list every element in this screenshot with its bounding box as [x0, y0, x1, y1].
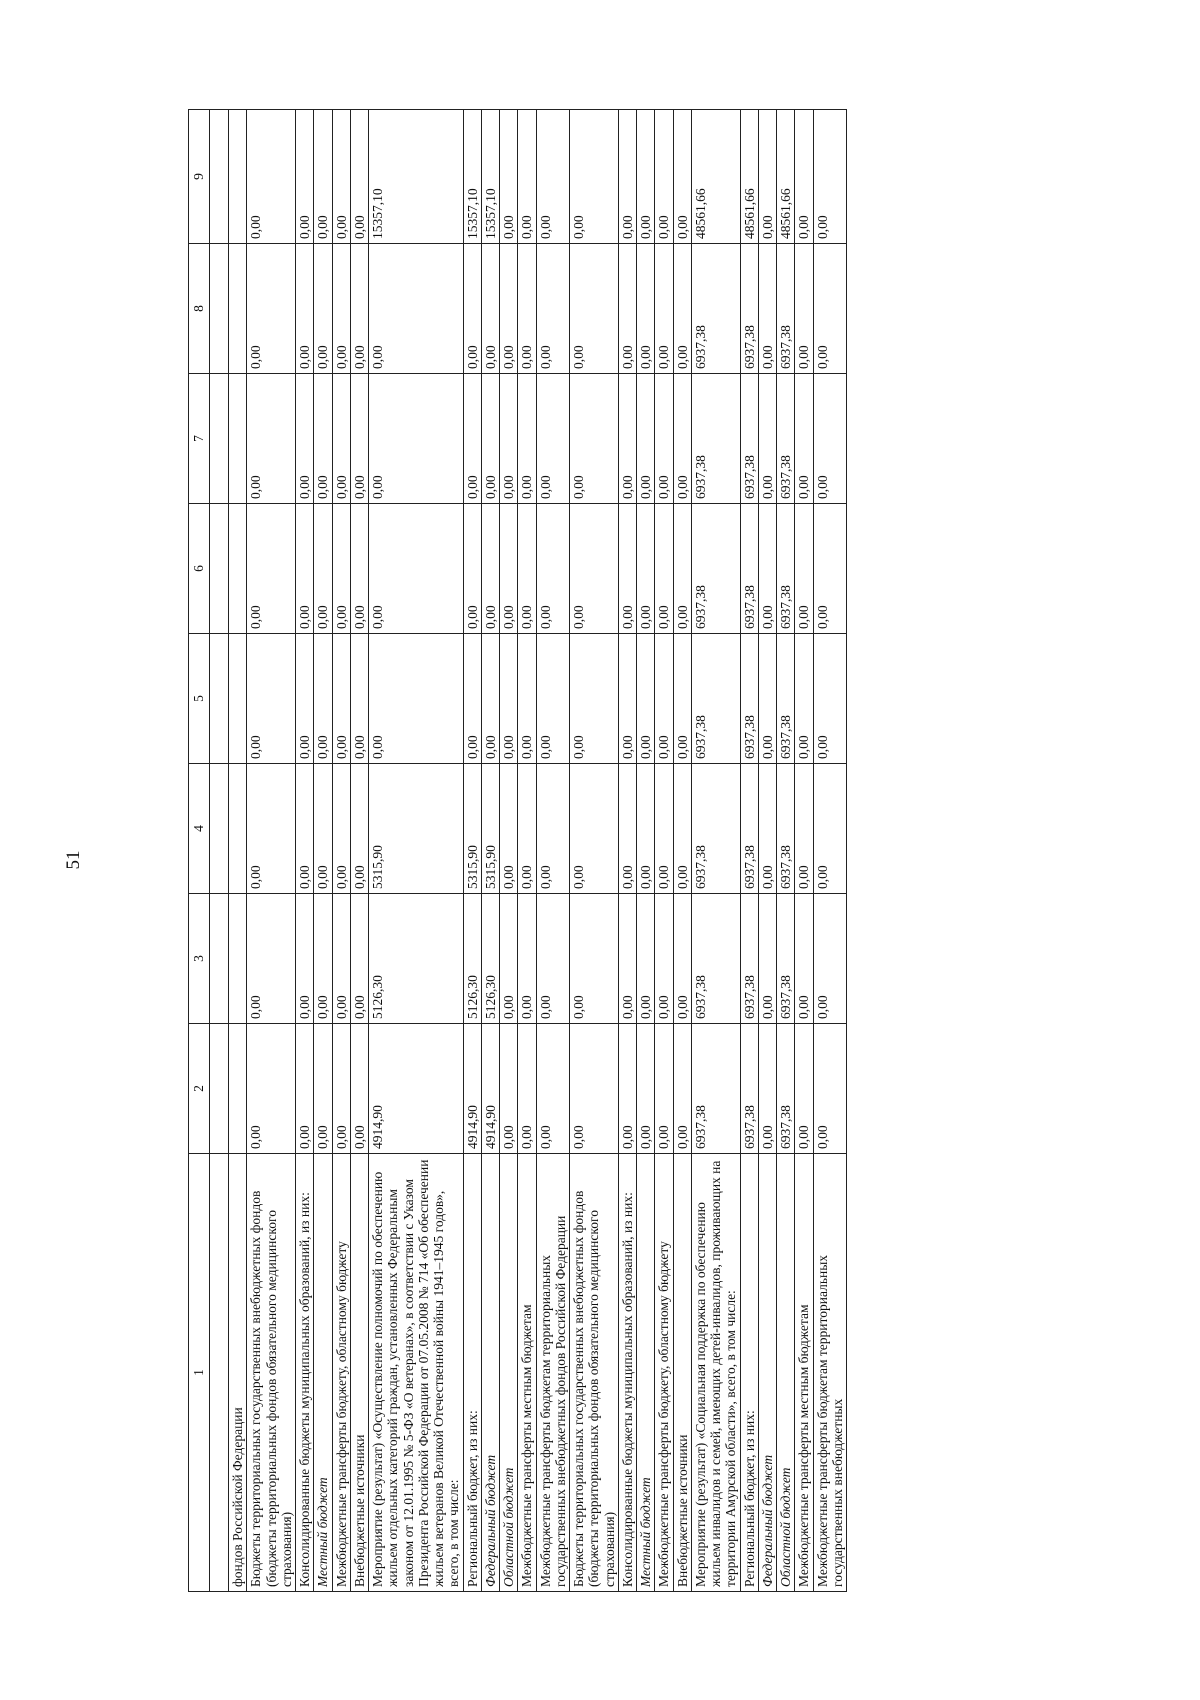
value-cell: 0,00 — [500, 894, 518, 1024]
row-label: Региональный бюджет, из них: — [740, 1154, 758, 1592]
value-cell — [229, 764, 247, 894]
value-cell: 0,00 — [637, 634, 655, 764]
value-cell: 48561,66 — [777, 110, 795, 244]
value-cell: 0,00 — [673, 634, 691, 764]
value-cell: 6937,38 — [691, 894, 740, 1024]
value-cell: 0,00 — [247, 894, 296, 1024]
row-label: Мероприятие (результат) «Социальная поддержка по обеспечению жильем инвалидов и семей, имеющих детей-инвалидов, проживающих на территории Амурской области», всего, в том числе: — [691, 1154, 740, 1592]
value-cell: 0,00 — [247, 764, 296, 894]
value-cell: 4914,90 — [369, 1024, 464, 1154]
table-row — [777, 110, 795, 1592]
value-cell: 6937,38 — [740, 1024, 758, 1154]
value-cell: 6937,38 — [740, 504, 758, 634]
value-cell: 0,00 — [536, 110, 570, 244]
value-cell: 15357,10 — [463, 110, 481, 244]
value-cell: 5315,90 — [481, 764, 499, 894]
value-cell: 0,00 — [350, 634, 368, 764]
blank-cell — [210, 764, 229, 894]
value-cell: 0,00 — [296, 504, 314, 634]
value-cell: 0,00 — [655, 504, 673, 634]
value-cell: 0,00 — [655, 1024, 673, 1154]
row-label: Областной бюджет — [777, 1154, 795, 1592]
table-row — [350, 110, 368, 1592]
blank-row — [210, 110, 229, 1592]
value-cell: 0,00 — [758, 374, 776, 504]
row-label: Федеральный бюджет — [758, 1154, 776, 1592]
row-label: Межбюджетные трансферты бюджету, областному бюджету — [655, 1154, 673, 1592]
value-cell: 0,00 — [332, 634, 350, 764]
value-cell: 0,00 — [673, 504, 691, 634]
row-label: Областной бюджет — [500, 1154, 518, 1592]
blank-cell — [210, 504, 229, 634]
value-cell: 0,00 — [570, 244, 619, 374]
row-label: Межбюджетные трансферты бюджетам территориальных государственных внебюджетных фондов Российской Федерации — [536, 1154, 570, 1592]
value-cell: 0,00 — [536, 894, 570, 1024]
page-number: 51 — [63, 850, 84, 870]
table-row — [691, 110, 740, 1592]
value-cell: 0,00 — [463, 374, 481, 504]
blank-cell — [210, 634, 229, 764]
value-cell: 0,00 — [314, 244, 332, 374]
column-header-7: 7 — [189, 374, 210, 504]
value-cell: 0,00 — [369, 374, 464, 504]
row-label: фондов Российской Федерации — [229, 1154, 247, 1592]
value-cell: 0,00 — [296, 894, 314, 1024]
value-cell: 5126,30 — [463, 894, 481, 1024]
value-cell: 0,00 — [350, 374, 368, 504]
value-cell: 6937,38 — [777, 1024, 795, 1154]
value-cell: 0,00 — [637, 894, 655, 1024]
value-cell: 0,00 — [758, 110, 776, 244]
value-cell: 0,00 — [618, 1024, 636, 1154]
value-cell: 0,00 — [758, 634, 776, 764]
value-cell: 0,00 — [813, 110, 847, 244]
value-cell: 5315,90 — [369, 764, 464, 894]
column-header-4: 4 — [189, 764, 210, 894]
value-cell: 0,00 — [570, 1024, 619, 1154]
value-cell: 0,00 — [314, 1024, 332, 1154]
value-cell: 0,00 — [481, 504, 499, 634]
value-cell: 0,00 — [296, 764, 314, 894]
table-row — [570, 110, 619, 1592]
row-label: Межбюджетные трансферты местным бюджетам — [795, 1154, 813, 1592]
value-cell: 0,00 — [247, 244, 296, 374]
value-cell: 6937,38 — [740, 374, 758, 504]
value-cell: 0,00 — [536, 764, 570, 894]
value-cell: 0,00 — [247, 110, 296, 244]
column-header-8: 8 — [189, 244, 210, 374]
value-cell: 0,00 — [518, 634, 536, 764]
value-cell: 0,00 — [536, 374, 570, 504]
table-row — [758, 110, 776, 1592]
value-cell: 0,00 — [813, 634, 847, 764]
value-cell: 0,00 — [481, 244, 499, 374]
table-row — [332, 110, 350, 1592]
value-cell: 0,00 — [350, 894, 368, 1024]
value-cell: 0,00 — [332, 244, 350, 374]
value-cell: 0,00 — [655, 764, 673, 894]
value-cell: 0,00 — [618, 894, 636, 1024]
value-cell: 0,00 — [813, 894, 847, 1024]
value-cell: 0,00 — [813, 504, 847, 634]
value-cell: 0,00 — [673, 110, 691, 244]
row-label: Межбюджетные трансферты местным бюджетам — [518, 1154, 536, 1592]
value-cell: 48561,66 — [691, 110, 740, 244]
table-row — [536, 110, 570, 1592]
value-cell: 0,00 — [655, 634, 673, 764]
value-cell: 0,00 — [332, 374, 350, 504]
value-cell: 0,00 — [795, 110, 813, 244]
value-cell: 0,00 — [795, 1024, 813, 1154]
value-cell: 0,00 — [296, 634, 314, 764]
row-label: Межбюджетные трансферты бюджету, областному бюджету — [332, 1154, 350, 1592]
row-label: Внебюджетные источники — [350, 1154, 368, 1592]
value-cell: 0,00 — [637, 504, 655, 634]
value-cell: 0,00 — [332, 504, 350, 634]
table-row — [314, 110, 332, 1592]
row-label: Мероприятие (результат) «Осуществление полномочий по обеспечению жильем отдельных категорий граждан, установленных Федеральным законом от 12.01.1995 № 5-ФЗ «О ветеранах», в соответствии с Указом Президента Российской Федерации от 07.05.2008 № 714 «Об обеспечении жильем ветеранов Великой Отечественной войны 1941–1945 годов», всего, в том числе: — [369, 1154, 464, 1592]
value-cell: 0,00 — [637, 1024, 655, 1154]
value-cell: 0,00 — [314, 504, 332, 634]
budget-table — [188, 109, 847, 1592]
value-cell: 0,00 — [463, 244, 481, 374]
value-cell: 0,00 — [618, 244, 636, 374]
table-row — [518, 110, 536, 1592]
value-cell: 6937,38 — [777, 764, 795, 894]
value-cell: 0,00 — [673, 764, 691, 894]
table-row — [637, 110, 655, 1592]
blank-cell — [210, 1154, 229, 1592]
value-cell: 5126,30 — [369, 894, 464, 1024]
value-cell: 15357,10 — [481, 110, 499, 244]
value-cell: 0,00 — [637, 764, 655, 894]
value-cell: 0,00 — [350, 1024, 368, 1154]
value-cell — [229, 1024, 247, 1154]
value-cell: 0,00 — [500, 1024, 518, 1154]
value-cell — [229, 110, 247, 244]
value-cell: 0,00 — [369, 504, 464, 634]
value-cell: 0,00 — [536, 244, 570, 374]
value-cell — [229, 374, 247, 504]
value-cell: 0,00 — [795, 634, 813, 764]
value-cell: 0,00 — [795, 244, 813, 374]
table-row — [673, 110, 691, 1592]
value-cell: 0,00 — [570, 894, 619, 1024]
value-cell: 0,00 — [655, 244, 673, 374]
rotated-table-wrapper — [188, 110, 1078, 1592]
value-cell: 0,00 — [570, 110, 619, 244]
value-cell: 0,00 — [637, 110, 655, 244]
value-cell: 6937,38 — [740, 244, 758, 374]
value-cell: 0,00 — [518, 374, 536, 504]
value-cell: 6937,38 — [740, 894, 758, 1024]
value-cell: 6937,38 — [691, 374, 740, 504]
value-cell: 0,00 — [518, 894, 536, 1024]
value-cell: 0,00 — [813, 244, 847, 374]
value-cell: 0,00 — [618, 504, 636, 634]
value-cell: 0,00 — [314, 374, 332, 504]
value-cell: 0,00 — [813, 764, 847, 894]
value-cell: 4914,90 — [463, 1024, 481, 1154]
value-cell: 6937,38 — [691, 764, 740, 894]
row-label: Бюджеты территориальных государственных внебюджетных фондов (бюджеты территориальных фондов обязательного медицинского страхования) — [570, 1154, 619, 1592]
value-cell: 0,00 — [350, 764, 368, 894]
blank-cell — [210, 244, 229, 374]
value-cell: 0,00 — [481, 634, 499, 764]
value-cell: 6937,38 — [691, 1024, 740, 1154]
row-label: Внебюджетные источники — [673, 1154, 691, 1592]
value-cell: 6937,38 — [691, 634, 740, 764]
value-cell — [229, 504, 247, 634]
table-row — [813, 110, 847, 1592]
value-cell: 0,00 — [570, 634, 619, 764]
column-header-5: 5 — [189, 634, 210, 764]
table-row — [655, 110, 673, 1592]
value-cell: 0,00 — [673, 374, 691, 504]
value-cell: 0,00 — [350, 110, 368, 244]
value-cell: 0,00 — [618, 764, 636, 894]
value-cell: 0,00 — [332, 894, 350, 1024]
row-label: Региональный бюджет, из них: — [463, 1154, 481, 1592]
value-cell: 6937,38 — [777, 634, 795, 764]
value-cell: 0,00 — [758, 244, 776, 374]
value-cell — [229, 634, 247, 764]
column-header-6: 6 — [189, 504, 210, 634]
value-cell: 0,00 — [655, 374, 673, 504]
value-cell: 4914,90 — [481, 1024, 499, 1154]
value-cell: 0,00 — [758, 894, 776, 1024]
value-cell: 0,00 — [463, 504, 481, 634]
value-cell: 5126,30 — [481, 894, 499, 1024]
value-cell: 0,00 — [618, 374, 636, 504]
value-cell: 0,00 — [795, 504, 813, 634]
value-cell: 0,00 — [296, 1024, 314, 1154]
value-cell: 0,00 — [350, 504, 368, 634]
value-cell: 0,00 — [296, 110, 314, 244]
table-row — [369, 110, 464, 1592]
value-cell: 0,00 — [518, 1024, 536, 1154]
value-cell — [229, 894, 247, 1024]
value-cell: 0,00 — [637, 244, 655, 374]
value-cell: 0,00 — [655, 110, 673, 244]
value-cell: 0,00 — [673, 244, 691, 374]
value-cell: 6937,38 — [740, 634, 758, 764]
value-cell: 0,00 — [518, 110, 536, 244]
value-cell: 15357,10 — [369, 110, 464, 244]
value-cell: 0,00 — [369, 244, 464, 374]
value-cell: 0,00 — [500, 110, 518, 244]
value-cell: 0,00 — [518, 764, 536, 894]
table-row — [296, 110, 314, 1592]
value-cell: 0,00 — [795, 374, 813, 504]
value-cell: 6937,38 — [691, 504, 740, 634]
value-cell: 0,00 — [500, 634, 518, 764]
table-row — [229, 110, 247, 1592]
value-cell: 0,00 — [481, 374, 499, 504]
blank-cell — [210, 110, 229, 244]
value-cell: 0,00 — [795, 894, 813, 1024]
value-cell: 0,00 — [618, 110, 636, 244]
blank-cell — [210, 374, 229, 504]
value-cell: 0,00 — [332, 764, 350, 894]
value-cell: 0,00 — [314, 634, 332, 764]
value-cell: 0,00 — [518, 504, 536, 634]
row-label: Местный бюджет — [314, 1154, 332, 1592]
value-cell: 0,00 — [570, 374, 619, 504]
table-row — [795, 110, 813, 1592]
table-row — [247, 110, 296, 1592]
column-header-3: 3 — [189, 894, 210, 1024]
value-cell: 0,00 — [247, 1024, 296, 1154]
header-row — [189, 110, 210, 1592]
row-label: Межбюджетные трансферты бюджетам территориальных государственных внебюджетных — [813, 1154, 847, 1592]
value-cell: 0,00 — [500, 374, 518, 504]
value-cell: 0,00 — [536, 634, 570, 764]
value-cell: 0,00 — [536, 504, 570, 634]
value-cell: 0,00 — [536, 1024, 570, 1154]
column-header-1: 1 — [189, 1154, 210, 1592]
value-cell: 0,00 — [795, 764, 813, 894]
row-label: Консолидированные бюджеты муниципальных образований, из них: — [296, 1154, 314, 1592]
column-header-9: 9 — [189, 110, 210, 244]
value-cell: 0,00 — [314, 764, 332, 894]
value-cell: 0,00 — [673, 1024, 691, 1154]
value-cell: 0,00 — [332, 1024, 350, 1154]
value-cell: 6937,38 — [777, 504, 795, 634]
value-cell: 0,00 — [758, 764, 776, 894]
blank-cell — [210, 894, 229, 1024]
table-row — [463, 110, 481, 1592]
value-cell: 0,00 — [813, 374, 847, 504]
value-cell: 0,00 — [518, 244, 536, 374]
value-cell: 6937,38 — [777, 894, 795, 1024]
table-row — [481, 110, 499, 1592]
value-cell: 6937,38 — [740, 764, 758, 894]
table-row — [740, 110, 758, 1592]
value-cell: 0,00 — [655, 894, 673, 1024]
value-cell: 6937,38 — [777, 244, 795, 374]
value-cell: 6937,38 — [777, 374, 795, 504]
value-cell: 0,00 — [247, 374, 296, 504]
value-cell: 0,00 — [296, 244, 314, 374]
value-cell: 0,00 — [350, 244, 368, 374]
value-cell: 0,00 — [570, 504, 619, 634]
value-cell: 48561,66 — [740, 110, 758, 244]
value-cell: 0,00 — [314, 894, 332, 1024]
row-label: Консолидированные бюджеты муниципальных образований, из них: — [618, 1154, 636, 1592]
value-cell: 0,00 — [332, 110, 350, 244]
value-cell: 0,00 — [570, 764, 619, 894]
table-row — [618, 110, 636, 1592]
row-label: Федеральный бюджет — [481, 1154, 499, 1592]
table-row — [500, 110, 518, 1592]
value-cell: 0,00 — [247, 504, 296, 634]
value-cell: 0,00 — [296, 374, 314, 504]
value-cell: 0,00 — [247, 634, 296, 764]
value-cell — [229, 244, 247, 374]
value-cell: 0,00 — [673, 894, 691, 1024]
value-cell: 0,00 — [500, 244, 518, 374]
value-cell: 0,00 — [618, 634, 636, 764]
value-cell: 6937,38 — [691, 244, 740, 374]
row-label: Бюджеты территориальных государственных внебюджетных фондов (бюджеты территориальных фондов обязательного медицинского страхования) — [247, 1154, 296, 1592]
row-label: Местный бюджет — [637, 1154, 655, 1592]
table-body — [229, 110, 847, 1592]
value-cell: 0,00 — [758, 1024, 776, 1154]
value-cell: 0,00 — [758, 504, 776, 634]
value-cell: 0,00 — [500, 764, 518, 894]
value-cell: 0,00 — [500, 504, 518, 634]
value-cell: 0,00 — [369, 634, 464, 764]
value-cell: 0,00 — [637, 374, 655, 504]
blank-cell — [210, 1024, 229, 1154]
column-header-2: 2 — [189, 1024, 210, 1154]
value-cell: 0,00 — [813, 1024, 847, 1154]
value-cell: 0,00 — [314, 110, 332, 244]
value-cell: 0,00 — [463, 634, 481, 764]
value-cell: 5315,90 — [463, 764, 481, 894]
